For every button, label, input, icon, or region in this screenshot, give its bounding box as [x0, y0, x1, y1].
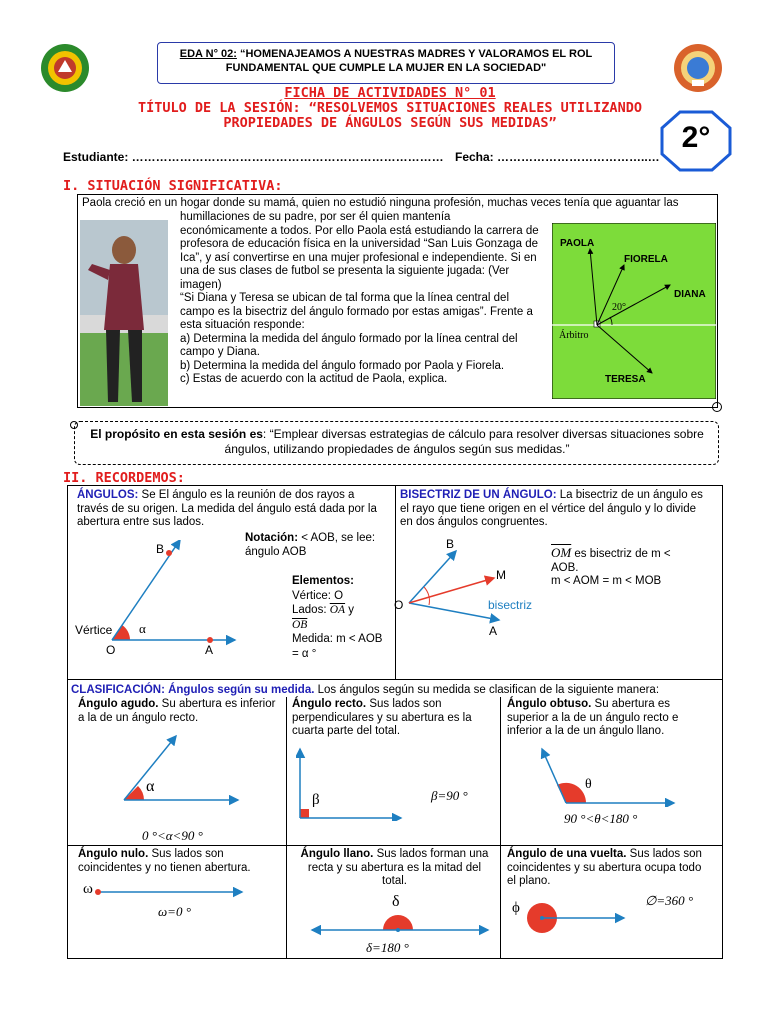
y-conj: y — [348, 604, 355, 616]
fig-label-a: A — [205, 643, 214, 657]
llano-desc-1: Sus lados forman una — [373, 848, 489, 860]
nulo-symbol: ω — [83, 881, 93, 897]
label-fiorela: FIORELA — [624, 254, 668, 265]
vuelta-formula: ∅=360 ° — [645, 893, 694, 908]
agudo-desc-1: Su abertura es inferior — [158, 698, 276, 710]
notacion-text-2: ángulo AOB — [245, 545, 307, 558]
fig-label-vertice: Vértice — [75, 623, 113, 637]
student-field: Estudiante: …………………………………………………………………… — [63, 150, 444, 164]
notacion-text: < AOB, se lee: — [298, 532, 376, 544]
obtuso-symbol: θ — [585, 777, 592, 792]
vuelta-desc-1: Sus lados son — [626, 848, 702, 860]
elementos-medida-2: = α ° — [292, 647, 317, 660]
acute-angle-figure — [118, 732, 243, 807]
bis-label-m: M — [496, 568, 506, 582]
llano-symbol: δ — [392, 893, 400, 910]
bisectriz-text-4: es bisectriz de m < — [571, 548, 671, 560]
label-teresa: TERESA — [605, 374, 646, 385]
elementos-block — [292, 574, 394, 661]
bisectriz-head: BISECTRIZ DE UN ÁNGULO: — [400, 489, 557, 501]
recto-desc-2: perpendiculares y su abertura es la — [292, 711, 472, 724]
full-angle-figure — [524, 900, 628, 936]
elementos-medida: Medida: m < AOB — [292, 633, 383, 645]
para-line: profesora de educación física en la universidad “San Luis Gonzaga de — [180, 238, 539, 250]
agudo-desc-2: a la de un ángulo recto. — [78, 711, 199, 724]
angulos-text-1: Se El ángulo es la reunión de dos rayos a — [138, 489, 355, 501]
para-line: c) Estas de acuerdo con la actitud de Paola, explica. — [180, 373, 448, 385]
right-angle-figure — [296, 745, 406, 821]
obtuso-name: Ángulo obtuso. — [507, 698, 592, 710]
label-arbitro: Árbitro — [559, 330, 589, 341]
agudo-formula: 0 °<α<90 ° — [142, 828, 203, 843]
obtuso-text — [507, 697, 719, 739]
recto-desc-3: cuarta parte del total. — [292, 725, 401, 737]
llano-desc-2: recta y su abertura es la mitad del — [307, 861, 482, 874]
ray-ob: $\overline{OB}$ — [292, 618, 308, 631]
angulos-head: ÁNGULOS: — [77, 489, 139, 501]
session-title-1: TÍTULO DE LA SESIÓN: “RESOLVEMOS SITUACIONES REALES UTILIZANDO — [138, 100, 642, 116]
section-1-title: I. SITUACIÓN SIGNIFICATIVA: — [63, 178, 283, 194]
scroll-curl-right — [712, 402, 722, 412]
para-line: imagen) — [180, 278, 222, 291]
bisector-diagram — [404, 545, 539, 630]
recto-desc-1: Sus lados son — [366, 698, 442, 710]
bisectriz-explain — [551, 546, 719, 589]
para-line: “Si Diana y Teresa se ubican de tal forma que la línea central del — [180, 292, 510, 304]
llano-desc-3: total. — [382, 875, 407, 887]
para-line: humillaciones de su padre, por ser él quien mantenía — [180, 211, 451, 223]
ray-oa: $\overline{OA}$ — [329, 604, 346, 616]
situation-line-1: Paola creció en un hogar donde su mamá, quien no estudió ninguna profesión, muchas veces tenía que aguantar las — [82, 197, 679, 209]
eda-prefix: EDA N° 02: — [179, 48, 237, 60]
recto-text — [292, 697, 497, 739]
date-field: Fecha: ………………………………..… — [455, 150, 660, 164]
soccer-field-diagram — [552, 223, 716, 399]
grid-line — [67, 679, 723, 680]
recto-name: Ángulo recto. — [292, 698, 367, 710]
bisectriz-text-3: en dos ángulos congruentes. — [400, 516, 548, 528]
bisectriz-text-6: m < AOM = m < MOB — [551, 575, 662, 587]
bis-label-a: A — [489, 624, 498, 638]
fig-label-b: B — [156, 542, 165, 556]
angulos-def — [77, 488, 392, 530]
llano-formula: δ=180 ° — [366, 940, 409, 955]
para-line: una de sus clases de futbol se presenta la siguiente jugada: (Ver — [180, 265, 510, 277]
grid-line — [286, 697, 287, 959]
llano-name: Ángulo llano. — [300, 848, 374, 860]
ficha-title: FICHA DE ACTIVIDADES N° 01 — [284, 85, 496, 101]
label-angle-20: 20° — [612, 302, 626, 313]
grid-line — [395, 485, 396, 679]
para-line: económicamente a todos. Por ello Paola está estudiando la carrera de — [180, 224, 539, 237]
vuelta-symbol: ϕ — [512, 900, 520, 916]
clasificacion-line — [71, 683, 719, 698]
agudo-name: Ángulo agudo. — [78, 698, 159, 710]
para-line: esta situación responde: — [180, 319, 305, 331]
grid-line — [500, 697, 501, 959]
para-line: Ica”, y así convertirse en una mujer profesional e independiente. Si en — [180, 251, 537, 264]
grade-text: 2° — [681, 121, 711, 154]
agudo-text — [78, 697, 283, 725]
agudo-symbol: α — [146, 778, 155, 795]
vuelta-desc-3: el plano. — [507, 875, 551, 887]
nulo-formula: ω=0 ° — [158, 904, 191, 919]
nulo-desc-1: Sus lados son — [148, 848, 224, 860]
purpose-text-2: ángulos, utilizando propiedades de ángulos según sus medidas.” — [224, 442, 570, 456]
fig-label-o: O — [106, 643, 116, 657]
obtuse-angle-figure — [538, 745, 678, 807]
angle-diagram — [100, 540, 245, 655]
bis-label-b: B — [446, 537, 455, 551]
straight-angle-figure — [308, 910, 492, 938]
para-line: campo y Diana. — [180, 346, 260, 358]
session-title-2: PROPIEDADES DE ÁNGULOS SEGÚN SUS MEDIDAS” — [223, 115, 557, 131]
obtuso-formula: 90 °<θ<180 ° — [564, 811, 638, 826]
elementos-vertice: Vértice: O — [292, 589, 344, 602]
eda-title-box — [157, 42, 615, 84]
label-diana: DIANA — [674, 289, 706, 300]
fig-label-alpha: α — [139, 621, 146, 636]
nulo-name: Ángulo nulo. — [78, 848, 149, 860]
recto-formula: β=90 ° — [431, 788, 468, 803]
obtuso-desc-1: Su abertura es — [591, 698, 670, 710]
llano-text — [292, 847, 497, 889]
vuelta-desc-2: coincidentes y su abertura ocupa todo — [507, 861, 702, 874]
bisectriz-def — [400, 488, 720, 530]
purpose-label: El propósito en esta sesión es — [90, 427, 263, 441]
nulo-desc-2: coincidentes y no tienen abertura. — [78, 861, 251, 874]
para-line: b) Determina la medida del ángulo formado por Paola y Fiorela. — [180, 359, 505, 372]
angulos-text-2: través de su origen. La medida del ángulo está dada por la — [77, 502, 377, 515]
para-line: campo es la bisectriz del ángulo formado por estas amigas”. Frente a — [180, 305, 533, 318]
null-angle-figure — [94, 884, 246, 900]
vuelta-name: Ángulo de una vuelta. — [507, 848, 627, 860]
bisectriz-text-1: La bisectriz de un ángulo es — [556, 489, 703, 501]
situation-paragraph — [180, 211, 544, 387]
vuelta-text — [507, 847, 719, 889]
purpose-text-1: : “Emplear diversas estrategias de cálculo para resolver diversas situaciones sobre — [262, 427, 704, 441]
clasificacion-head: CLASIFICACIÓN: Ángulos según su medida. — [71, 684, 315, 696]
angulos-text-3: abertura entre sus lados. — [77, 516, 205, 528]
bis-label-o: O — [394, 598, 404, 612]
elementos-lados: Lados: — [292, 604, 327, 616]
notacion-block — [245, 531, 393, 559]
obtuso-desc-3: inferior a la de un ángulo llano. — [507, 725, 665, 737]
eda-text-1: “HOMENAJEAMOS A NUESTRAS MADRES Y VALORAMOS EL ROL — [239, 48, 593, 60]
school-logo-right — [672, 42, 724, 94]
para-line: a) Determina la medida del ángulo formado por la línea central del — [180, 332, 518, 345]
grid-line — [67, 845, 723, 846]
elementos-head: Elementos: — [292, 575, 354, 587]
recto-symbol: β — [312, 792, 320, 808]
ray-om: $\overline{OM}$ — [551, 545, 572, 560]
teacher-photo — [80, 220, 168, 406]
notacion-head: Notación: — [245, 532, 299, 544]
section-2-title: II. RECORDEMOS: — [63, 470, 185, 486]
label-paola: PAOLA — [560, 238, 595, 249]
bisectriz-text-2: el rayo que tiene origen en el vértice del ángulo y lo divide — [400, 502, 696, 515]
clasificacion-text: Los ángulos según su medida se clasifican de la siguiente manera: — [314, 684, 660, 696]
purpose-text — [82, 427, 712, 457]
nulo-text — [78, 847, 283, 875]
bisectriz-text-5: AOB. — [551, 561, 579, 574]
obtuso-desc-2: superior a la de un ángulo recto e — [507, 711, 679, 724]
bis-label-bisectriz: bisectriz — [488, 598, 533, 612]
school-logo-left — [38, 42, 92, 94]
eda-text-2: FUNDAMENTAL QUE CUMPLE LA MUJER EN LA SOCIEDAD" — [225, 62, 547, 74]
